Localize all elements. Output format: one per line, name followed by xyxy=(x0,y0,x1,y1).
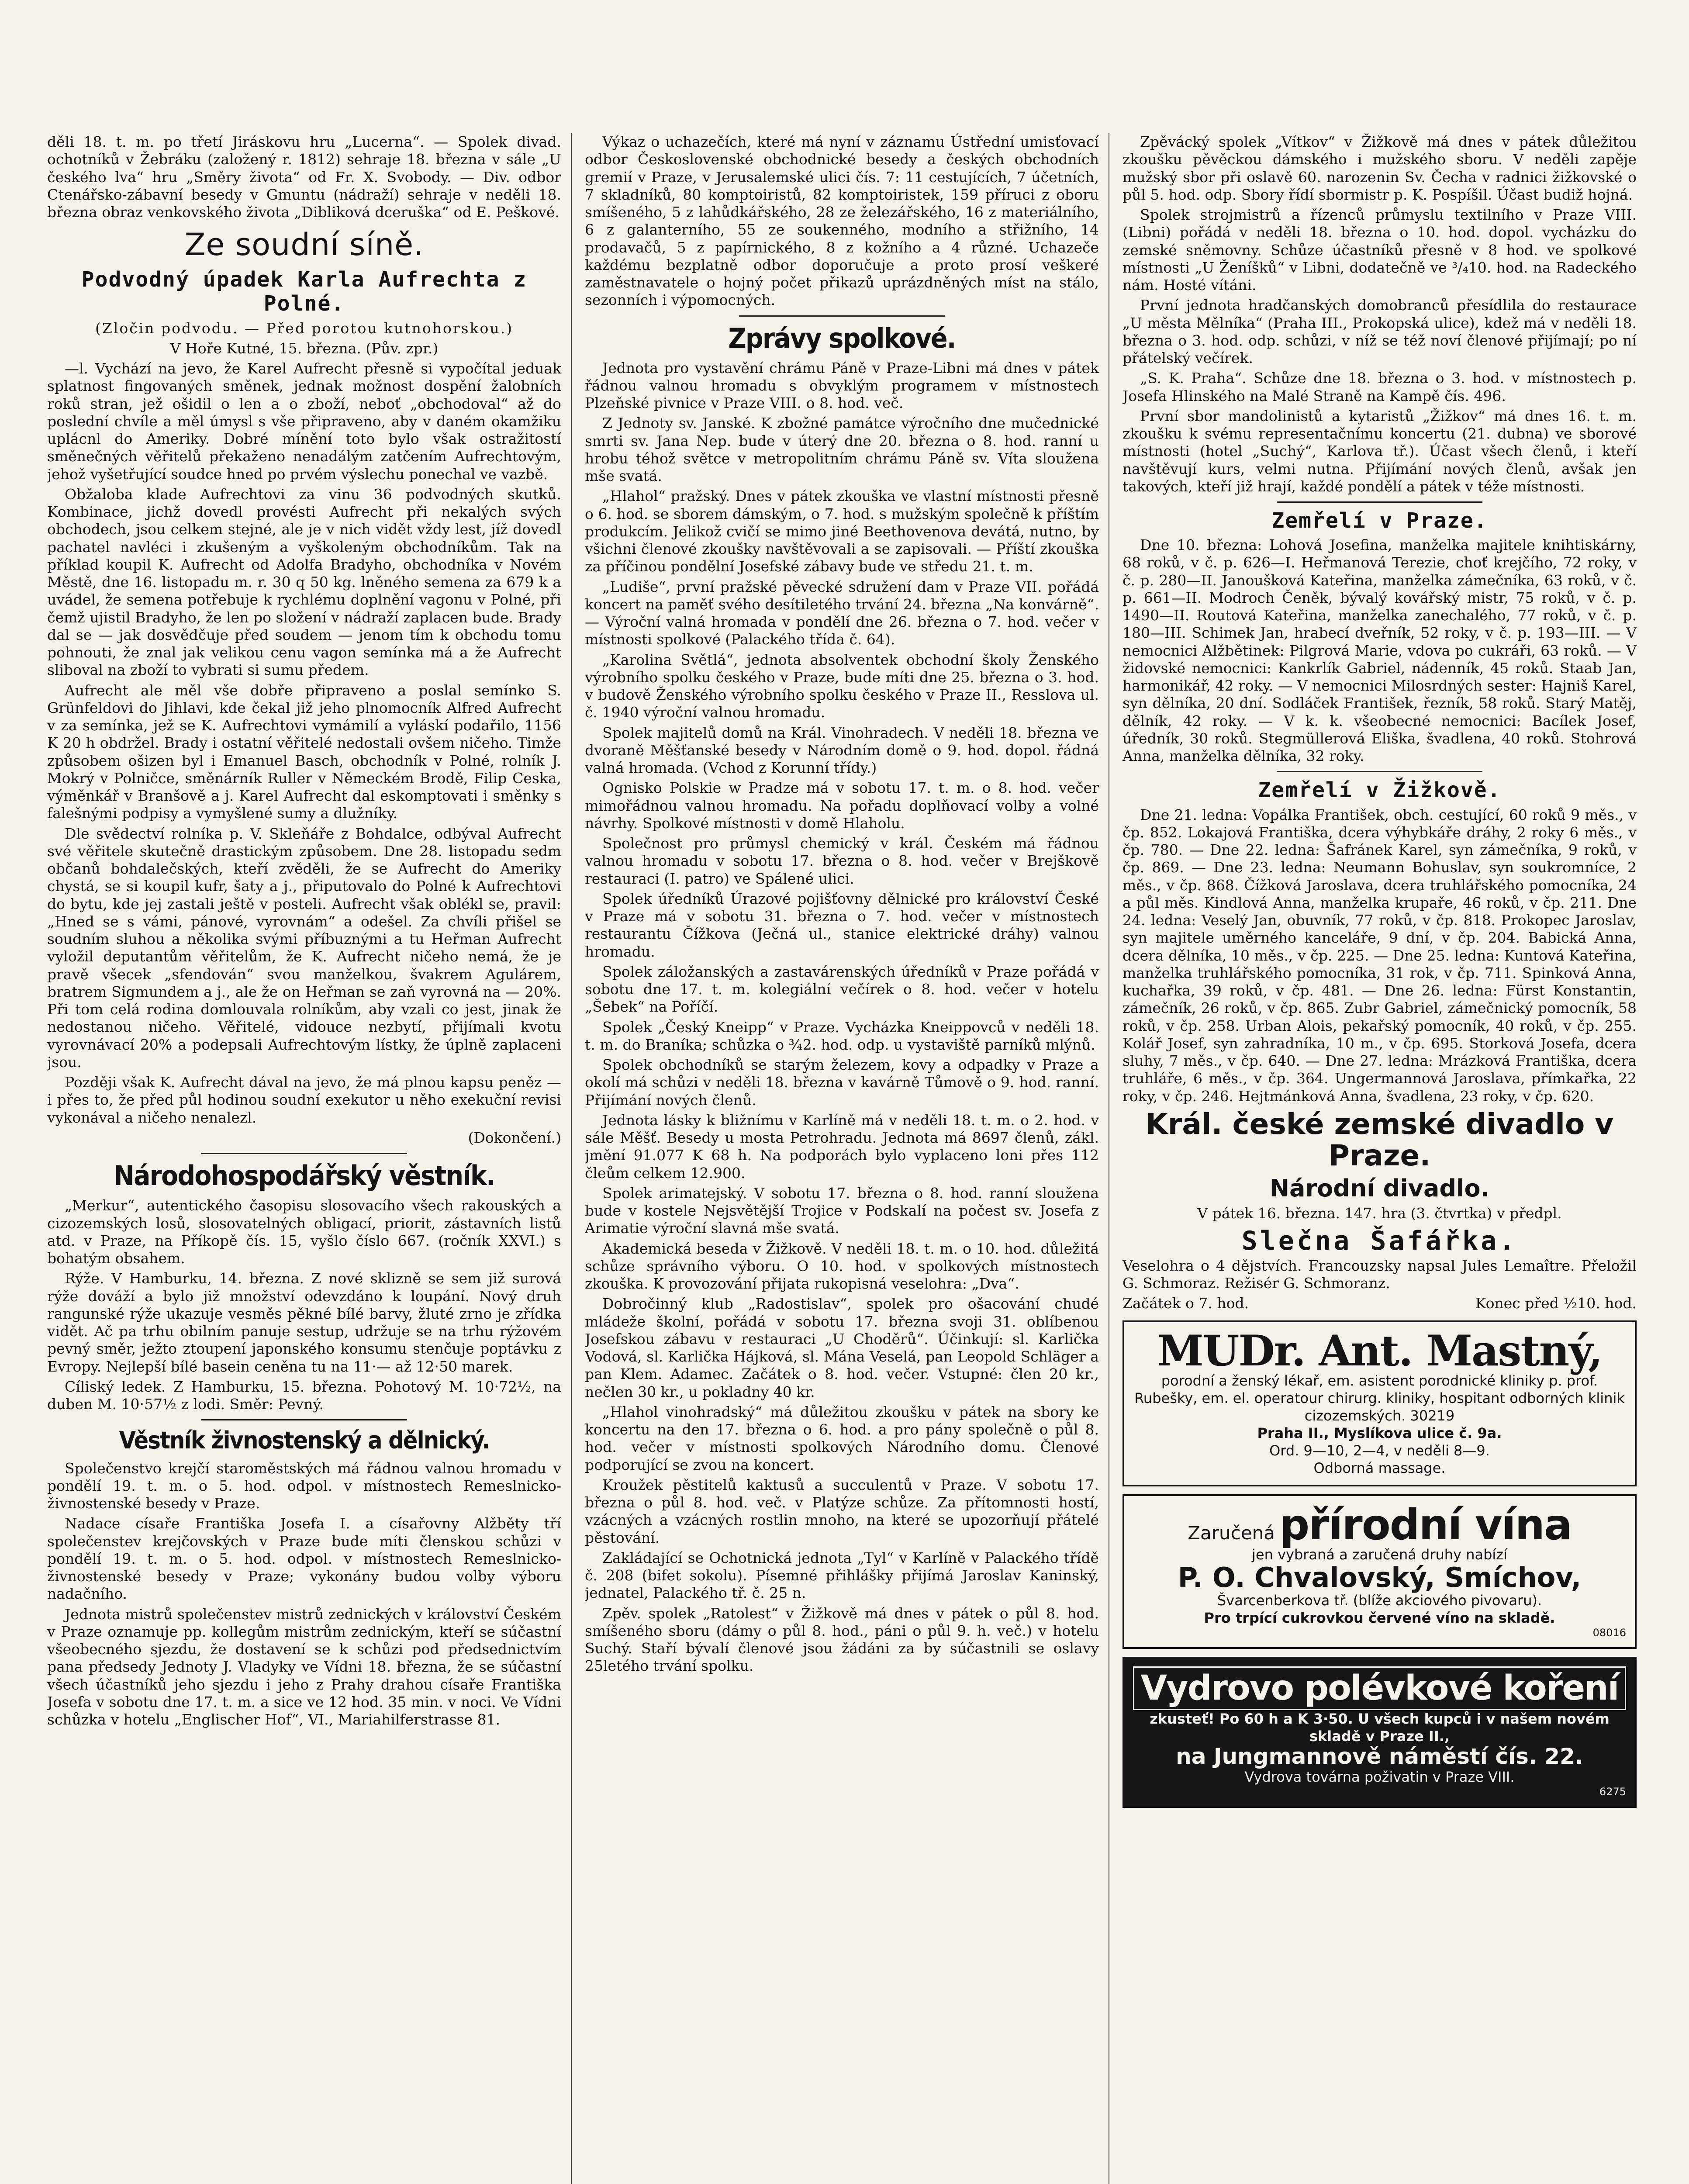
paragraph: „S. K. Praha“. Schůze dne 18. března o 3. hod. v místnostech p. Josefa Hlinského na Malé Straně na Kampě čís. 496. xyxy=(1123,370,1637,404)
column-1 xyxy=(47,133,572,2184)
paragraph: Nadace císaře Františka Josefa I. a císařovny Alžběty tří společenstev krejčovských v Praze bude míti členskou schůzi v pondělí 19. t. m. o 5. hod. odpol. v místnostech Remeslnicko-živnostenské besedy v Praze; vykonány budou volby výboru nadačního. xyxy=(47,1515,561,1603)
ad-wine-pre: Zaručená xyxy=(1188,1522,1275,1544)
paragraph: První sbor mandolinistů a kytaristů „Žižkov“ má dnes 16. t. m. zkoušku k svému representačnímu koncertu (21. dubna) ve sborové místnosti (hotel „Suchý“, Karlova tř.). Účast všech členů, i kteří navštěvují kurs, velmi nutna. Přijímání nových členů, avšak jen takových, kteří již hrají, každé pondělí a pátek v téže místnosti. xyxy=(1123,407,1637,495)
ad-line: jen vybraná a zaručená druhy nabízí xyxy=(1252,1546,1507,1563)
paragraph: Spolek obchodníků se starým železem, kovy a odpadky v Praze a okolí má schůzi v neděli 18. března v kavárně Tůmově o 9. hod. ranní. Přijímání nových členů. xyxy=(585,1056,1099,1109)
paragraph: Výkaz o uchazečích, které má nyní v záznamu Ústřední umisťovací odbor Československé obchodnické besedy a českých obchodních gremií v Praze, v Jerusalemské ulici čís. 7: 11 cestujících, 7 účetních, 7 skladníků, 80 komptoiristů, 82 komptoiristek, 159 příruci z oboru smíšeného, 5 z lahůdkářského, 28 ze železářského, 16 z materiálního, 6 z galanterního, 55 ze soukenného, modního a střižního, 14 prodavačů, 5 z papírnického, 8 z kožního a 4 různé. Uchazeče každému bezplatně odbor doporučuje a proto prosí veškeré zaměstnavatele o hojný počet přikazů uprázdněných míst na stálo, sezonních i výpomocných. xyxy=(585,133,1099,309)
column-2 xyxy=(585,133,1109,2184)
section-title-trade: Věstník živnostenský a dělnický. xyxy=(119,1427,490,1455)
article-headline: Podvodný úpadek Karla Aufrechta z Polné. xyxy=(81,267,527,316)
paragraph: Cíliský ledek. Z Hamburku, 15. března. Pohotový M. 10·72½, na duben M. 10·57½ z lodi. Směr: Pevný. xyxy=(47,1378,561,1413)
divider xyxy=(1277,771,1482,772)
divider xyxy=(739,315,945,317)
paragraph: Spolek úředníků Úrazové pojišťovny dělnické pro království České v Praze má v sobotu 31. března o 7. hod. večer v místnostech restaurantu Čížkova (Ječná ul., stanice elektrické dráhy) valnou hromadu. xyxy=(585,890,1099,960)
paragraph: Spolek záložanských a zastavárenských úředníků v Praze pořádá v sobotu dne 17. t. m. kolegiální večírek o 8. hod. večer v hotelu „Šebek“ na Poříčí. xyxy=(585,963,1099,1016)
ad-line: Praha II., Myslíkova ulice č. 9a. xyxy=(1257,1424,1502,1441)
theatre-times xyxy=(1123,1295,1637,1312)
paragraph: Obžaloba klade Aufrechtovi za vinu 36 podvodných skutků. Kombinace, jichž dovedl provésti Aufrecht při nekalých svých obchodech, jsou celkem stejné, ale je v nich vidět vždy lest, jíž dovedl pachatel navléci i zkušeným a vyškoleným obchodníkům. Tak na příklad koupil K. Aufrecht od Adolfa Bradyho, obchodníka v Novém Městě, dne 16. listopadu m. r. 30 q 50 kg. lněného semena za 679 k a uvádel, že semena potřebuje k rychlému doplnění vagonu v Polné, při čemž ujistil Bradyho, že len po složení v nádraží zaplacen bude. Brady dal se — jak dosvědčuje před soudem — jenom tím k obchodu tomu pohnouti, že znal jak velikou cenu vagon semínka má a že Aufrecht sliboval na zboží to vybrati si sumu předem. xyxy=(47,485,561,679)
paragraph: Ognisko Polskie w Pradze má v sobotu 17. t. m. o 8. hod. večer mimořádnou valnou hromadu. Na pořadu doplňovací volby a volné návrhy. Spolkové místnosti v domě Hlaholu. xyxy=(585,779,1099,832)
paragraph: Spolek strojmistrů a řízenců průmyslu textilního v Praze VIII. (Libni) pořádá v neděli 18. března o 10. hod. dopol. vycházku do zemské sněmovny. Schůze účastníků přesně v 8 hod. ve spolkové místnosti „U Ženíšků“ v Libni, dodatečně ve ³/₄10. hod. na Radeckého nám. Hosté vítáni. xyxy=(1123,206,1637,294)
paragraph: Spolek „Český Kneipp“ v Praze. Vycházka Kneippovců v neděli 18. t. m. do Braníka; schůzka o ¾2. hod. odp. u vystaviště parníků mlýnů. xyxy=(585,1018,1099,1053)
theatre-header: Král. české zemské divadlo v Praze. xyxy=(1145,1107,1614,1173)
paragraph: Jednota pro vystavění chrámu Páně v Praze-Libni má dnes v pátek řádnou valnou hromadu s obvyklým programem v místnostech Plzeňské pivnice v Praze VIII. o 8. hod. več. xyxy=(585,359,1099,412)
divider xyxy=(1277,501,1482,503)
ad-line: Pro trpící cukrovkou červené víno na skladě. xyxy=(1204,1609,1555,1626)
paragraph: Později však K. Aufrecht dával na jevo, že má plnou kapsu peněz — i přes to, že před půl hodinou soudní exekutor u něho exekuční revisi vykonával a ničeho nenalezl. xyxy=(47,1074,561,1126)
paragraph: „Hlahol“ pražský. Dnes v pátek zkouška ve vlastní místnosti přesně o 6. hod. se sborem dámským, o 7. hod. s mužským společně k příštím produkcím. Jelikož cvičí se mimo jiné Beethovenova devátá, nutno, by všichni členové zkoušky navštěvovali a se zapisovali. — Příští zkouška za příčinou pondělní Josefské zábavy bude ve středu 21. t. m. xyxy=(585,487,1099,575)
paragraph: „Karolina Světlá“, jednota absolventek obchodní školy Ženského výrobního spolku českého v Praze, bude míti dne 25. března o 3. hod. v budově Ženského výrobního spolku českého v Praze II., Resslova ul. č. 1940 výroční valnou hromadu. xyxy=(585,651,1099,721)
paragraph: Z Jednoty sv. Janské. K zbožné památce výročního dne mučednické smrti sv. Jana Nep. bude v úterý dne 20. března o 8. hod. ranní u hrobu téhož světce v metropolitním chrámu Páně sv. Víta sloužena mše svatá. xyxy=(585,415,1099,485)
theatre-description: Veselohra o 4 dějstvích. Francouzsky napsal Jules Lemaître. Přeložil G. Schmoraz. Režisér G. Schmoranz. xyxy=(1123,1257,1637,1292)
ad-doctor-name: MUDr. Ant. Mastný, xyxy=(1157,1326,1602,1375)
section-title-economy: Národohospodářský věstník. xyxy=(114,1160,495,1192)
ad-line: Ord. 9—10, 2—4, v neděli 8—9. xyxy=(1269,1442,1490,1459)
theatre-play-title: Slečna Šafářka. xyxy=(1241,1225,1518,1256)
advertisement-wine xyxy=(1123,1494,1637,1649)
ad-line: Vydrova továrna poživatin v Praze VIII. xyxy=(1244,1768,1515,1785)
paragraph: Rýže. V Hamburku, 14. března. Z nové sklizně se sem již surová rýže dováží a bylo již množství odevzdáno k loupání. Nový druh rangunské rýže ukazuje vesměs pěkné bílé barvy, žluté zrno je zřídka vidět. Ač pa trhu obilním panuje sestup, udržuje se na trhu rýžovém pevný směr, ježto ztoupení japonského konsumu stenčuje poptávku z Evropy. Nejlepší bílé basein ceněna tu na 11·— až 12·50 marek. xyxy=(47,1270,561,1375)
ad-line: Odborná massage. xyxy=(1313,1459,1446,1476)
paragraph: Aufrecht ale měl vše dobře připraveno a poslal semínko S. Grünfeldovi do Jihlavi, kde čekal již jeho plnomocník Alfred Aufrecht v za semínka, jež se K. Aufrechtovi vymámilí a vyláskí podařilo, 1156 K 20 h obdržel. Brady i ostatní věřitelé nedostali ovšem ničeho. Timže způsobem ošizen byl i Emanuel Basch, obchodník v Polné, rolník J. Mokrý v Polničce, směnárník Ruller v Německém Brodě, Filip Ceska, výměnkář v Branšově a j. Karel Aufrecht dal eskomptovati i směnky s falešnými podpisy a vymyšlené sumy a dlužníky. xyxy=(47,681,561,822)
paragraph: Jednota mistrů společenstev mistrů zednických v království Českém v Praze oznamuje pp. kollegům mistrům zednickým, kteří se súčastní všeobecného sjezdu, že dostavení se k schůzi pod předsednictvím pana předsedy Jednoty J. Vladyky ve Vídni 18. března, že se súčastní všech účastníků jeho sjezdu i jeho z Prahy drahou císaře Františka Josefa v sobotu dne 17. t. m. a sice ve 12 hod. 35 min. v noci. Ve Vídni schůzka v hotelu „Englischer Hof“, VI., Mariahilferstrasse 81. xyxy=(47,1605,561,1728)
paragraph: děli 18. t. m. po třetí Jiráskovu hru „Lucerna“. — Spolek divad. ochotníků v Žebráku (založený r. 1812) sehraje 18. března v sále „U českého lva“ hru „Směry života“ od Fr. X. Svobody. — Div. odbor Ctenářsko-zábavní besedy v Gmuntu (nádraží) sehraje v neděli 18. března obraz venkovského života „Dibliková dceruška“ od E. Peškové. xyxy=(47,133,561,221)
intro-block xyxy=(47,133,561,221)
paragraph: Dne 10. března: Lohová Josefina, manželka majitele knihtiskárny, 68 roků, v č. p. 626—I. Heřmanová Terezie, choť krejčího, 72 roky, v č. p. 280—II. Janoušková Kateřina, manželka zámečníka, 63 roků, v č. p. 661—II. Modroch Čeněk, bývalý kovářský mistr, 75 roků, v č. p. 1490—II. Routová Kateřina, manželka zanechalého, 77 roků, v č. p. 180—III. Schimek Jan, hrabecí dveřník, 52 roky, v č. p. 193—III. — V nemocnici Alžbětinek: Pilgrová Marie, vdova po cukráři, 63 roků. — V židovské nemocnici: Kankrlík Gabriel, nádenník, 45 roků. Staab Jan, harmonikář, 42 roky. — V nemocnici Milosrdných sester: Hajniš Karel, syn dělníka, 20 dní. Sodláček František, řezník, 58 roků. Starý Matěj, dělník, 42 roky. — V k. k. všeobecné nemocnici: Bacílek Josef, úředník, 30 roků. Stegmüllerová Eliška, švadlena, 40 roků. Stohrová Anna, manželka dělníka, 32 roky. xyxy=(1123,536,1637,765)
theatre-start: Začátek o 7. hod. xyxy=(1123,1295,1249,1312)
paragraph: Spolek majitelů domů na Král. Vinohradech. V neděli 18. března ve dvoraně Měšťanské besedy v Národním domě o 9. hod. dopol. řádná valná hromada. (Vchod z Korunní třídy.) xyxy=(585,724,1099,777)
section-title-court: Ze soudní síně. xyxy=(184,227,424,263)
ad-wine-title: přírodní vína xyxy=(1279,1500,1572,1549)
advertisement-doctor xyxy=(1123,1320,1637,1486)
paragraph: Společenstvo krejčí staroměstských má řádnou valnou hromadu v pondělí 19. t. m. o 5. hod. odpol. v místnostech Remeslnicko-živnostenské besedy v Praze. xyxy=(47,1459,561,1512)
ad-spice-title: Vydrovo polévkové koření xyxy=(1140,1669,1619,1708)
ad-wine-seller: P. O. Chvalovský, Smíchov, xyxy=(1178,1561,1582,1593)
paragraph: Spolek arimatejský. V sobotu 17. března o 8. hod. ranní sloužena bude v kostele Nejsvětější Trojice v Podskalí na počest sv. Josefa z Arimatie výroční slavná mše svatá. xyxy=(585,1184,1099,1237)
column-3 xyxy=(1123,133,1637,2184)
paragraph: Jednota lásky k bližnímu v Karlíně má v neděli 18. t. m. o 2. hod. v sále Měšť. Besedy u mosta Petrohradu. Jednota má 8697 členů, zákl. jmění 91.077 K 68 h. Na podporách bylo vyplaceno loni přes 112 čleům celkem 12.900. xyxy=(585,1111,1099,1182)
article-subhead: (Zločin podvodu. — Před porotou kutnohorskou.) xyxy=(95,319,514,337)
divider xyxy=(201,1419,407,1420)
theatre-line: V pátek 16. března. 147. hra (3. čtvrtka) v předpl. xyxy=(1197,1205,1562,1222)
paragraph: —l. Vychází na jevo, že Karel Aufrecht přesně si vypočítal jeduak splatnost fingovaných směnek, jednak možnost dospění žalobních roků stran, jež ošidil o len a o zboží, neboť „obchodoval“ až do poslední chvíle a měl úmysl s vše připraveno, aby v daném okamžiku uplácnl do Ameriky. Dobré mínění toto bylo však ostražitostí směnečných věřitelů překaženo nenadálým zatčením Aufrechtovým, jehož vyšetřující soudce hned po prvém výslechu ponechal ve vazbě. xyxy=(47,360,561,483)
divider xyxy=(201,1153,407,1154)
ad-line: na Jungmannově náměstí čís. 22. xyxy=(1176,1744,1583,1769)
theatre-end: Konec před ½10. hod. xyxy=(1475,1295,1637,1312)
ad-line: Švarcenberkova tř. (blíže akciového pivovaru). xyxy=(1217,1592,1542,1609)
paragraph: Akademická beseda v Žižkově. V neděli 18. t. m. o 10. hod. důležitá schůze správního výboru. O 10. hod. v spolkových místnostech zkouška. K provozování přijata rukopisná veselohra: „Dva“. xyxy=(585,1240,1099,1292)
paragraph: „Merkur“, autentického časopisu slosovacího všech rakouských a cizozemských losů, slosovatelných obligací, priorit, zástavních listů atd. v Praze, na Příkopě čís. 15, vyšlo číslo 667. (ročník XXVI.) s bohatým obsahem. xyxy=(47,1197,561,1267)
ad-tag: 6275 xyxy=(1599,1785,1626,1798)
theatre-subheader: Národní divadlo. xyxy=(1269,1175,1490,1203)
theatre-program xyxy=(1123,1109,1637,1313)
paragraph: První jednota hradčanských domobranců přesídlila do restaurace „U města Mělníka“ (Praha III., Prokopská ulice), kdež má v neděli 18. března o 3. hod. odp. schůzi, v níž se též noví členové přijímají; po ní přátelský večírek. xyxy=(1123,297,1637,366)
paragraph: Dle svědectví rolníka p. V. Skleňáře z Bohdalce, odbýval Aufrecht své věřitele skutečně drastickým způsobem. Dne 28. listopadu sedm občanů bohdalečských, kteří zvěděli, že se Aufrecht do Ameriky chystá, se si koupil kufr, šaty a j., připutovalo do Polné k Aufrechtovi do bytu, kde jej zastali ještě v posteli. Aufrecht však oblékl se, pravil: „Hned se s vámi, pánové, vyrovnám“ a odešel. Za chvíli přišel se soudním sluhou a několika svými příbuznými a tu Heřman Aufrecht vyložil deputantům věřitelům, že K. Aufrecht ničeho nemá, že je pravě všecek „sfendován“ svou manželkou, švakrem Agulárem, bratrem Sigmundem a j., ale že on Heřman se zaň vyrovná na — 20%. Při tom celá rodina domlouvala rolníkům, aby vzali co jest, jinak že nedostanou ničeho. Věřitelé, vidouce nezbytí, přijímali kvotu vyrovnávací 20% a podepsali Aufrechtovým lístky, že úplně zaplaceni jsou. xyxy=(47,825,561,1071)
paragraph: Společnost pro průmysl chemický v král. Českém má řádnou valnou hromadu v sobotu 17. března o 8. hod. večer v Brejškově restauraci (I. patro) ve Spálené ulici. xyxy=(585,835,1099,887)
section-title-deaths-prague: Zemřelí v Praze. xyxy=(1271,508,1488,533)
ad-line: porodní a ženský lékař, em. asistent porodnické kliniky p. prof. Rubešky, em. el. operatour chirurg. kliniky, hospitant odborných klinik cizozemských. 30219 xyxy=(1134,1372,1625,1424)
paragraph: Dobročinný klub „Radostislav“, spolek pro ošacování chudé mládeže školní, pořádá v sobotu 17. března svoji 31. oblíbenou Josefskou zábavu v restauraci „U Choděrů“. Účinkují: sl. Karlička Vodová, sl. Karlička Hájková, sl. Mána Veselá, pan Leopold Schläger a pan Klem. Adamec. Začátek o 8. hod. večer. Vstupné: člen 20 kr., nečlen 30 kr., u pokladny 40 kr. xyxy=(585,1295,1099,1400)
ad-tag: 08016 xyxy=(1592,1626,1626,1639)
continuation-note: (Dokončení.) xyxy=(468,1129,561,1146)
advertisement-spice xyxy=(1123,1657,1637,1808)
section-title-clubs: Zprávy spolkové. xyxy=(728,322,956,354)
paragraph: Zakládající se Ochotnická jednota „Tyl“ v Karlíně v Palackého třídě č. 208 (bifet sokolu). Písemné přihlášky přijímá Jaroslav Kaninský, jednatel, Palackého tř. č. 25 n. xyxy=(585,1549,1099,1602)
paragraph: Dne 21. ledna: Vopálka František, obch. cestující, 60 roků 9 měs., v čp. 852. Lokajová Františka, dcera výhybkáře dráhy, 2 roky 6 měs., v čp. 780. — Dne 22. ledna: Šafránek Karel, syn zámečníka, 9 roků, v čp. 869. — Dne 23. ledna: Neumann Bohuslav, syn soukromníce, 2 měs., v čp. 868. Čížková Jaroslava, dcera truhlářského pomocníka, 24 a půl měs. Kindlová Anna, manželka krupaře, 46 roků, v čp. 211. Dne 24. ledna: Veselý Jan, obuvník, 77 roků, v čp. 818. Prokopec Jaroslav, syn majitele uměrného kanceláře, 9 dní, v čp. 204. Babická Anna, dcera dělníka, 10 měs., v čp. 225. — Dne 25. ledna: Kuntová Kateřina, manželka truhlářského pomocníka, 31 rok, v čp. 711. Spinková Anna, kuchařka, 39 roků, v čp. 481. — Dne 26. ledna: Fürst Konstantin, zámečník, 26 roků, v čp. 865. Zubr Gabriel, zámečnický pomocník, 58 roků, v čp. 258. Urban Alois, pekařský pomocník, 40 roků, v čp. 255. Kolář Josef, syn zahradníka, 10 m., v čp. 695. Storková Josefa, dcera sluhy, 7 měs., v čp. 640. — Dne 27. ledna: Mrázková Františka, dcera truhláře, 6 měs., v čp. 364. Ungermannová Jaroslava, přímkařka, 22 roky, v čp. 246. Hejtmánková Anna, švadlena, 23 roky, v čp. 620. xyxy=(1123,806,1637,1105)
section-title-deaths-zizkov: Zemřelí v Žižkově. xyxy=(1258,778,1501,803)
paragraph: „Hlahol vinohradský“ má důležitou zkoušku v pátek na sbory ke koncertu na den 17. března o 6. hod. a pro pány společně o půl 8. hod. večer v místnosti spolkových Národního domu. Členové podporující se zvou na koncert. xyxy=(585,1403,1099,1473)
paragraph: „Ludiše“, první pražské pěvecké sdružení dam v Praze VII. pořádá koncert na paměť svého desítiletého trvání 24. března „Na konvárně“. — Výroční valná hromada v pondělí dne 26. března o 7. hod. večer v místnosti spolkové (Palackého třída č. 64). xyxy=(585,578,1099,648)
ad-line: zkusteť! Po 60 h a K 3·50. U všech kupců i v našem novém skladě v Praze II., xyxy=(1150,1711,1610,1745)
paragraph: Kroužek pěstitelů kaktusů a succulentů v Praze. V sobotu 17. března o půl 8. hod. več. v Platýze schůze. Za přítomnosti hostí, vzácných a vzácných rostlin mnoho, na které se upozorňují přátelé pěstování. xyxy=(585,1476,1099,1546)
paragraph: Zpěv. spolek „Ratolest“ v Žižkově má dnes v pátek o půl 8. hod. smíšeného sboru (dámy o půl 8. hod., páni o půl 9. h. več.) v hotelu Suchý. Staří bývalí členové jsou žádáni za by súčastnili se oslavy 25letého trvání spolku. xyxy=(585,1604,1099,1675)
ad-spice-inner xyxy=(1133,1666,1626,1710)
paragraph: Zpěvácký spolek „Vítkov“ v Žižkově má dnes v pátek důležitou zkoušku pěvěckou dámského i mužského sboru. V neděli zapěje mužský sbor při oslavě 60. narozenin Sv. Čecha v radnici žižkovské o půl 5. hod. odp. Sbory řídí sbormistr p. K. Pospíšil. Účast budiž hojná. xyxy=(1123,133,1637,203)
article-dateline: V Hoře Kutné, 15. března. (Pův. zpr.) xyxy=(170,339,439,357)
